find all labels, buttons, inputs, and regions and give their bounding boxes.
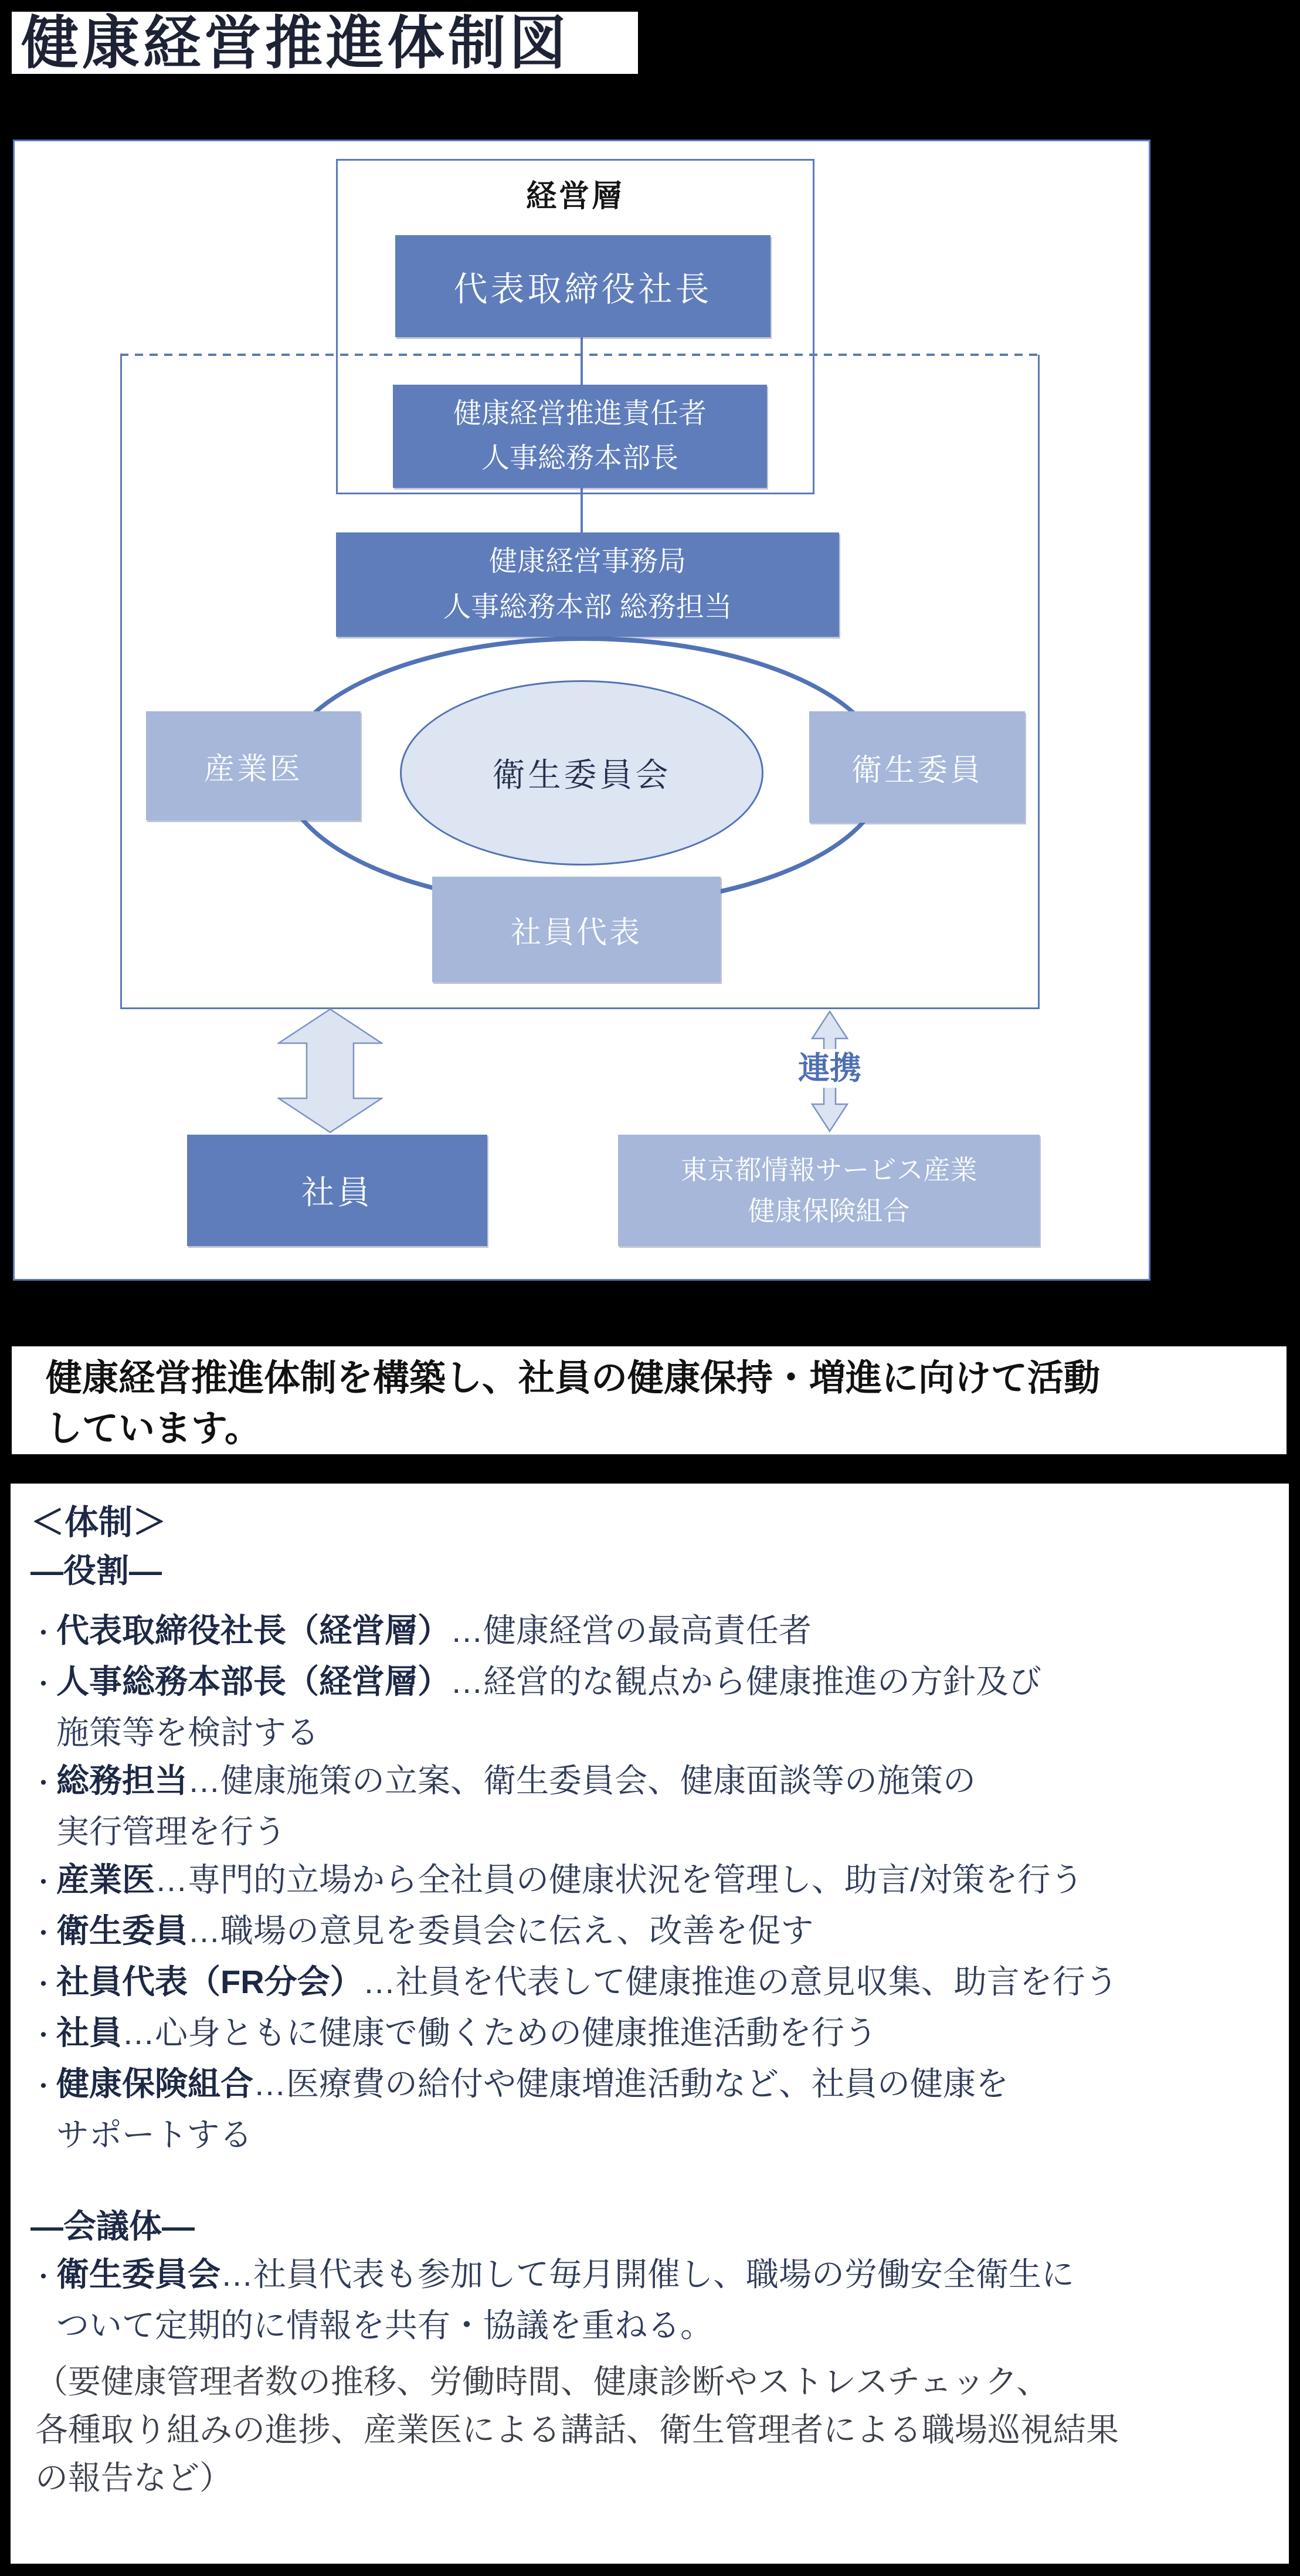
bullet-icon: ・ bbox=[30, 1919, 56, 1948]
meeting-note bbox=[30, 2358, 1271, 2502]
role-desc-continuation: 実行管理を行う bbox=[56, 1813, 286, 1850]
role-item bbox=[30, 2251, 1271, 2350]
intro-banner-line1: 健康経営推進体制を構築し、社員の健康保持・増進に向けて活動 bbox=[46, 1358, 1101, 1399]
roles-list bbox=[30, 1607, 1271, 2159]
role-name: 総務担当 bbox=[56, 1762, 188, 1799]
bullet-icon: ・ bbox=[30, 2021, 56, 2050]
role-desc: …医療費の給付や健康増進活動など、社員の健康を bbox=[253, 2065, 1009, 2102]
intro-banner bbox=[8, 1343, 1290, 1458]
org-diagram-panel bbox=[13, 140, 1150, 1281]
role-desc: …社員を代表して健康推進の意見収集、助言を行う bbox=[362, 1963, 1118, 2000]
role-name: 代表取締役社長（経営層） bbox=[56, 1612, 450, 1649]
role-item bbox=[30, 1907, 1271, 1958]
role-desc: …職場の意見を委員会に伝え、改善を促す bbox=[188, 1912, 814, 1949]
role-desc: …経営的な観点から健康推進の方針及び bbox=[450, 1663, 1041, 1700]
dashed-divider-line bbox=[120, 354, 1040, 356]
role-item bbox=[30, 1856, 1271, 1907]
page-title-box bbox=[8, 8, 641, 77]
insurance-union-label-line2: 健康保険組合 bbox=[748, 1196, 910, 1226]
role-desc-continuation: 施策等を検討する bbox=[56, 1714, 319, 1751]
president-label: 代表取締役社長 bbox=[453, 270, 712, 308]
role-item bbox=[30, 1658, 1271, 1757]
employees-label: 社員 bbox=[301, 1174, 373, 1211]
meetings-heading: ―会議体― bbox=[30, 2208, 195, 2245]
industrial-physician-box bbox=[146, 711, 361, 820]
role-desc: …専門的立場から全社員の健康状況を管理し、助言/対策を行う bbox=[155, 1861, 1084, 1898]
bullet-icon: ・ bbox=[30, 1769, 56, 1798]
role-desc-continuation: ついて定期的に情報を共有・協議を重ねる。 bbox=[56, 2307, 713, 2344]
roles-heading: ―役割― bbox=[30, 1552, 162, 1589]
role-name: 人事総務本部長（経営層） bbox=[56, 1663, 450, 1700]
secretariat-box bbox=[336, 532, 839, 637]
insurance-union-box bbox=[618, 1135, 1040, 1246]
intro-banner-line2: しています。 bbox=[46, 1409, 262, 1449]
role-desc: …心身ともに健康で働くための健康推進活動を行う bbox=[122, 2014, 877, 2051]
cooperation-label: 連携 bbox=[771, 1049, 888, 1088]
connector-president-leader bbox=[581, 337, 583, 386]
hygiene-member-box bbox=[809, 711, 1025, 823]
role-item bbox=[30, 2060, 1271, 2159]
structure-section-title: ＜体制＞ bbox=[30, 1503, 167, 1542]
role-desc: …健康施策の立案、衛生委員会、健康面談等の施策の bbox=[188, 1762, 976, 1799]
bullet-icon: ・ bbox=[30, 2072, 56, 2101]
hygiene-committee-label: 衛生委員会 bbox=[492, 756, 671, 793]
hygiene-member-label: 衛生委員 bbox=[851, 753, 983, 788]
bullet-icon: ・ bbox=[30, 1868, 56, 1897]
role-name: 衛生委員 bbox=[56, 1912, 188, 1949]
role-name: 産業医 bbox=[56, 1861, 155, 1898]
meetings-list bbox=[30, 2251, 1271, 2350]
role-name: 衛生委員会 bbox=[56, 2256, 220, 2293]
promotion-leader-box bbox=[393, 385, 767, 488]
secretariat-label-line1: 健康経営事務局 bbox=[488, 546, 686, 577]
secretariat-label-line2: 人事総務本部 総務担当 bbox=[443, 592, 732, 623]
bullet-icon: ・ bbox=[30, 1670, 56, 1699]
employee-rep-label: 社員代表 bbox=[510, 915, 642, 950]
role-item bbox=[30, 1607, 1271, 1658]
meeting-note-line: の報告など） bbox=[35, 2459, 232, 2496]
role-item bbox=[30, 1757, 1271, 1856]
description-panel bbox=[5, 1478, 1295, 2570]
page-title: 健康経営推進体制図 bbox=[21, 11, 571, 75]
promotion-leader-label-line2: 人事総務本部長 bbox=[481, 443, 678, 474]
double-arrow-icon bbox=[277, 1008, 383, 1133]
promotion-leader-label-line1: 健康経営推進責任者 bbox=[453, 398, 707, 429]
role-desc: …社員代表も参加して毎月開催し、職場の労働安全衛生に bbox=[220, 2256, 1074, 2293]
meeting-note-line: 各種取り組みの進捗、産業医による講話、衛生管理者による職場巡視結果 bbox=[35, 2411, 1119, 2448]
role-item bbox=[30, 1958, 1271, 2009]
role-desc-continuation: サポートする bbox=[56, 2116, 253, 2153]
insurance-union-label-line1: 東京都情報サービス産業 bbox=[680, 1155, 977, 1185]
meeting-note-line: （要健康管理者数の推移、労働時間、健康診断やストレスチェック、 bbox=[35, 2363, 1050, 2400]
employees-box bbox=[187, 1135, 487, 1246]
role-item bbox=[30, 2009, 1271, 2060]
employee-rep-box bbox=[432, 877, 721, 982]
management-layer-label: 経営層 bbox=[525, 179, 624, 213]
industrial-physician-label: 産業医 bbox=[203, 752, 303, 786]
role-desc: …健康経営の最高責任者 bbox=[450, 1612, 812, 1649]
role-name: 社員 bbox=[56, 2014, 122, 2051]
hygiene-committee-ellipse bbox=[400, 680, 763, 866]
president-box bbox=[395, 235, 771, 337]
connector-leader-office bbox=[581, 487, 583, 534]
role-name: 健康保険組合 bbox=[56, 2065, 253, 2102]
role-name: 社員代表（FR分会） bbox=[56, 1963, 363, 2000]
bullet-icon: ・ bbox=[30, 1619, 56, 1648]
bullet-icon: ・ bbox=[30, 1970, 56, 1999]
bullet-icon: ・ bbox=[30, 2263, 56, 2292]
